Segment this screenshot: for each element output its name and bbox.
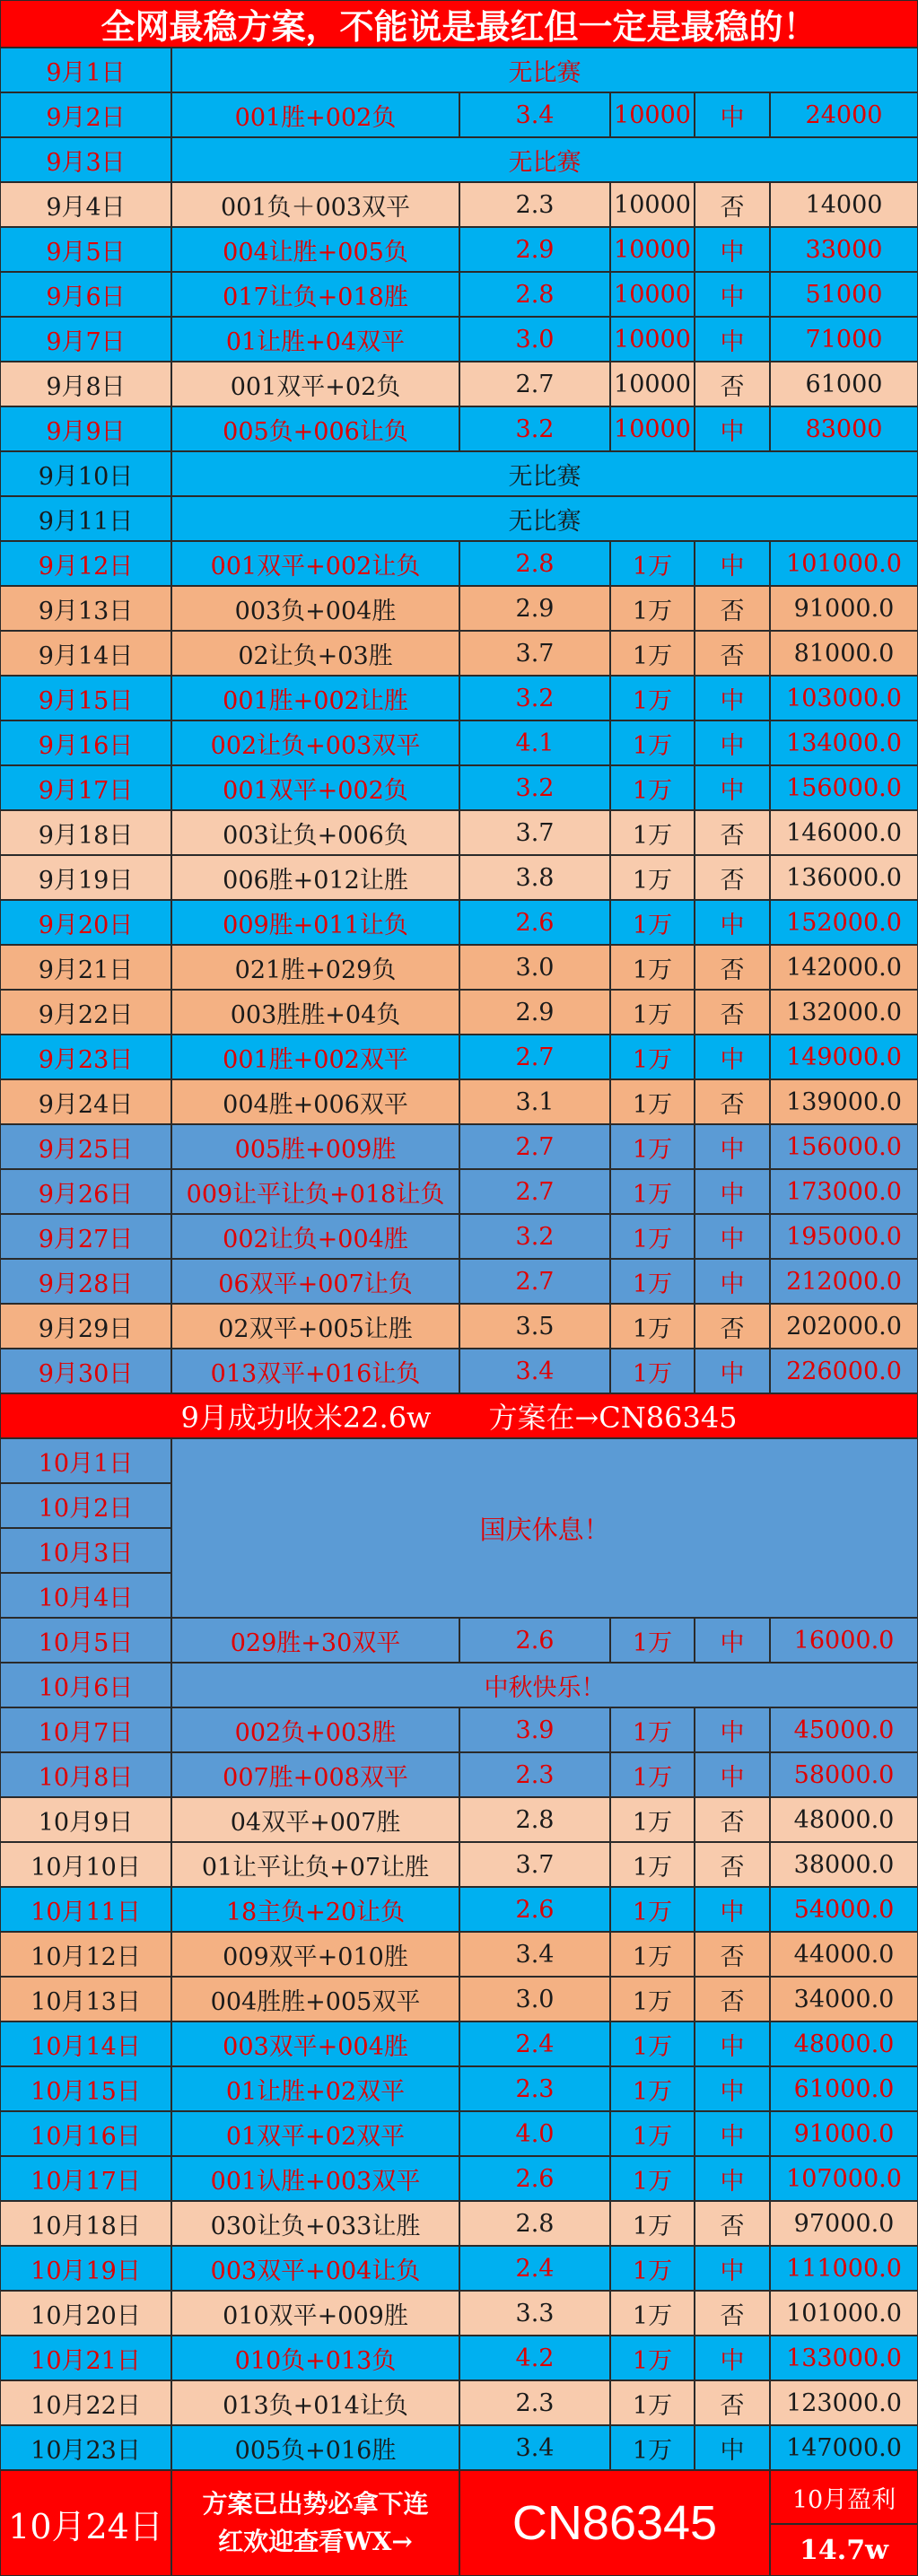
stake-cell: 1万 <box>610 1977 695 2022</box>
stake-cell: 1万 <box>610 855 695 900</box>
stake-cell: 1万 <box>610 945 695 990</box>
date-cell: 10月5日 <box>0 1618 171 1663</box>
date-cell: 9月4日 <box>0 182 171 227</box>
plan-cell: 007胜+008双平 <box>171 1752 459 1797</box>
stake-cell: 1万 <box>610 1214 695 1259</box>
result-cell: 中 <box>695 1214 770 1259</box>
result-cell: 中 <box>695 720 770 765</box>
balance-cell: 61000 <box>770 362 918 406</box>
date-cell: 10月10日 <box>0 1842 171 1887</box>
stake-cell: 1万 <box>610 1932 695 1977</box>
date-cell: 9月2日 <box>0 92 171 137</box>
odds-cell: 3.8 <box>459 855 610 900</box>
plan-cell: 01让胜+02双平 <box>171 2066 459 2111</box>
page-title: 全网最稳方案，不能说是最红但一定是最稳的！ <box>0 0 918 48</box>
date-cell: 10月14日 <box>0 2022 171 2066</box>
plan-cell: 04双平+007胜 <box>171 1797 459 1842</box>
stake-cell: 10000 <box>610 362 695 406</box>
stake-cell: 1万 <box>610 1842 695 1887</box>
note-cell: 中秋快乐！ <box>171 1663 918 1707</box>
balance-cell: 149000.0 <box>770 1035 918 1079</box>
stake-cell: 1万 <box>610 2201 695 2246</box>
result-cell: 中 <box>695 1259 770 1304</box>
plan-cell: 001胜+002双平 <box>171 1035 459 1079</box>
result-cell: 否 <box>695 1932 770 1977</box>
balance-cell: 14000 <box>770 182 918 227</box>
date-cell: 9月13日 <box>0 586 171 631</box>
odds-cell: 2.8 <box>459 272 610 317</box>
stake-cell: 10000 <box>610 182 695 227</box>
date-cell: 10月16日 <box>0 2111 171 2156</box>
plan-cell: 001负＋003双平 <box>171 182 459 227</box>
plan-cell: 01双平+02双平 <box>171 2111 459 2156</box>
date-cell: 9月17日 <box>0 765 171 810</box>
date-cell: 10月1日 <box>0 1438 171 1483</box>
balance-cell: 139000.0 <box>770 1079 918 1124</box>
odds-cell: 2.8 <box>459 2201 610 2246</box>
summary-banner: 9月成功收米22.6w 方案在→CN86345 <box>0 1393 918 1438</box>
note-cell: 无比赛 <box>171 137 918 182</box>
plan-cell: 06双平+007让负 <box>171 1259 459 1304</box>
balance-cell: 111000.0 <box>770 2246 918 2291</box>
plan-cell: 004让胜+005负 <box>171 227 459 272</box>
plan-cell: 013双平+016让负 <box>171 1349 459 1393</box>
date-cell: 9月12日 <box>0 541 171 586</box>
stake-cell: 1万 <box>610 1169 695 1214</box>
stake-cell: 1万 <box>610 676 695 720</box>
plan-cell: 18主负+20让负 <box>171 1887 459 1932</box>
result-cell: 中 <box>695 676 770 720</box>
date-cell: 10月9日 <box>0 1797 171 1842</box>
balance-cell: 202000.0 <box>770 1304 918 1349</box>
date-cell: 9月25日 <box>0 1124 171 1169</box>
plan-cell: 005胜+009胜 <box>171 1124 459 1169</box>
plan-cell: 001认胜+003双平 <box>171 2156 459 2201</box>
balance-cell: 33000 <box>770 227 918 272</box>
date-cell: 9月1日 <box>0 48 171 92</box>
plan-cell: 005负+016胜 <box>171 2425 459 2470</box>
date-cell: 10月8日 <box>0 1752 171 1797</box>
note-cell: 无比赛 <box>171 496 918 541</box>
date-cell: 9月5日 <box>0 227 171 272</box>
stake-cell: 1万 <box>610 810 695 855</box>
odds-cell: 2.7 <box>459 362 610 406</box>
date-cell: 9月18日 <box>0 810 171 855</box>
odds-cell: 3.2 <box>459 406 610 451</box>
plan-cell: 013负+014让负 <box>171 2380 459 2425</box>
date-cell: 9月11日 <box>0 496 171 541</box>
date-cell: 9月29日 <box>0 1304 171 1349</box>
plan-cell: 003负+004胜 <box>171 586 459 631</box>
balance-cell: 81000.0 <box>770 631 918 676</box>
date-cell: 10月15日 <box>0 2066 171 2111</box>
odds-cell: 3.5 <box>459 1304 610 1349</box>
balance-cell: 146000.0 <box>770 810 918 855</box>
footer-message-line2: 红欢迎查看WX→ <box>218 2527 413 2556</box>
date-cell: 9月28日 <box>0 1259 171 1304</box>
result-cell: 中 <box>695 2156 770 2201</box>
result-cell: 中 <box>695 1887 770 1932</box>
stake-cell: 1万 <box>610 1259 695 1304</box>
footer-date: 10月24日 <box>0 2470 171 2576</box>
balance-cell: 107000.0 <box>770 2156 918 2201</box>
odds-cell: 2.8 <box>459 1797 610 1842</box>
result-cell: 中 <box>695 272 770 317</box>
stake-cell: 10000 <box>610 92 695 137</box>
date-cell: 10月19日 <box>0 2246 171 2291</box>
stake-cell: 1万 <box>610 1304 695 1349</box>
date-cell: 9月10日 <box>0 451 171 496</box>
stake-cell: 1万 <box>610 2022 695 2066</box>
stake-cell: 1万 <box>610 541 695 586</box>
odds-cell: 2.9 <box>459 227 610 272</box>
odds-cell: 2.7 <box>459 1169 610 1214</box>
result-cell: 中 <box>695 1035 770 1079</box>
result-cell: 否 <box>695 1797 770 1842</box>
balance-cell: 34000.0 <box>770 1977 918 2022</box>
date-cell: 9月24日 <box>0 1079 171 1124</box>
odds-cell: 2.9 <box>459 990 610 1035</box>
result-cell: 否 <box>695 1977 770 2022</box>
odds-cell: 3.9 <box>459 1707 610 1752</box>
result-cell: 中 <box>695 1752 770 1797</box>
profit-value: 14.7w <box>770 2524 918 2576</box>
balance-cell: 101000.0 <box>770 2291 918 2336</box>
odds-cell: 2.4 <box>459 2246 610 2291</box>
odds-cell: 2.4 <box>459 2022 610 2066</box>
balance-cell: 132000.0 <box>770 990 918 1035</box>
balance-cell: 38000.0 <box>770 1842 918 1887</box>
stake-cell: 1万 <box>610 1035 695 1079</box>
stake-cell: 1万 <box>610 1124 695 1169</box>
result-cell: 中 <box>695 2111 770 2156</box>
footer-message <box>171 2470 459 2576</box>
stake-cell: 1万 <box>610 1797 695 1842</box>
stake-cell: 1万 <box>610 2336 695 2380</box>
result-cell: 中 <box>695 541 770 586</box>
balance-cell: 142000.0 <box>770 945 918 990</box>
odds-cell: 3.4 <box>459 2425 610 2470</box>
stake-cell: 1万 <box>610 1618 695 1663</box>
plan-cell: 002让负+004胜 <box>171 1214 459 1259</box>
date-cell: 9月30日 <box>0 1349 171 1393</box>
result-cell: 否 <box>695 362 770 406</box>
stake-cell: 1万 <box>610 990 695 1035</box>
balance-cell: 173000.0 <box>770 1169 918 1214</box>
balance-cell: 156000.0 <box>770 765 918 810</box>
stake-cell: 1万 <box>610 1887 695 1932</box>
date-cell: 9月21日 <box>0 945 171 990</box>
plan-cell: 006胜+012让胜 <box>171 855 459 900</box>
balance-cell: 61000.0 <box>770 2066 918 2111</box>
note-cell: 无比赛 <box>171 451 918 496</box>
plan-cell: 002负+003胜 <box>171 1707 459 1752</box>
result-cell: 中 <box>695 2066 770 2111</box>
balance-cell: 71000 <box>770 317 918 362</box>
date-cell: 9月6日 <box>0 272 171 317</box>
date-cell: 9月14日 <box>0 631 171 676</box>
stake-cell: 1万 <box>610 1079 695 1124</box>
plan-cell: 010双平+009胜 <box>171 2291 459 2336</box>
odds-cell: 4.1 <box>459 720 610 765</box>
date-cell: 9月27日 <box>0 1214 171 1259</box>
plan-cell: 009双平+010胜 <box>171 1932 459 1977</box>
result-cell: 否 <box>695 631 770 676</box>
result-cell: 否 <box>695 1842 770 1887</box>
odds-cell: 2.7 <box>459 1259 610 1304</box>
date-cell: 10月4日 <box>0 1573 171 1618</box>
odds-cell: 3.0 <box>459 317 610 362</box>
plan-cell: 003胜胜+04负 <box>171 990 459 1035</box>
plan-cell: 005负+006让负 <box>171 406 459 451</box>
odds-cell: 3.4 <box>459 1349 610 1393</box>
date-cell: 9月9日 <box>0 406 171 451</box>
balance-cell: 45000.0 <box>770 1707 918 1752</box>
date-cell: 9月20日 <box>0 900 171 945</box>
plan-cell: 010负+013负 <box>171 2336 459 2380</box>
balance-cell: 44000.0 <box>770 1932 918 1977</box>
plan-cell: 002让负+003双平 <box>171 720 459 765</box>
plan-cell: 004胜+006双平 <box>171 1079 459 1124</box>
date-cell: 9月15日 <box>0 676 171 720</box>
balance-cell: 24000 <box>770 92 918 137</box>
balance-cell: 195000.0 <box>770 1214 918 1259</box>
odds-cell: 2.9 <box>459 586 610 631</box>
balance-cell: 83000 <box>770 406 918 451</box>
date-cell: 10月2日 <box>0 1483 171 1528</box>
stake-cell: 1万 <box>610 2425 695 2470</box>
plan-cell: 009让平让负+018让负 <box>171 1169 459 1214</box>
date-cell: 9月3日 <box>0 137 171 182</box>
stake-cell: 1万 <box>610 2066 695 2111</box>
stake-cell: 10000 <box>610 317 695 362</box>
plan-cell: 001双平+002让负 <box>171 541 459 586</box>
odds-cell: 3.2 <box>459 1214 610 1259</box>
plan-cell: 003让负+006负 <box>171 810 459 855</box>
date-cell: 9月19日 <box>0 855 171 900</box>
date-cell: 10月11日 <box>0 1887 171 1932</box>
odds-cell: 2.3 <box>459 182 610 227</box>
odds-cell: 3.7 <box>459 631 610 676</box>
plan-cell: 029胜+30双平 <box>171 1618 459 1663</box>
stake-cell: 10000 <box>610 272 695 317</box>
balance-cell: 91000.0 <box>770 586 918 631</box>
holiday-note: 国庆休息！ <box>171 1438 918 1618</box>
date-cell: 9月7日 <box>0 317 171 362</box>
balance-cell: 147000.0 <box>770 2425 918 2470</box>
footer-code: CN86345 <box>459 2470 770 2576</box>
date-cell: 10月13日 <box>0 1977 171 2022</box>
odds-cell: 2.7 <box>459 1035 610 1079</box>
stake-cell: 1万 <box>610 765 695 810</box>
odds-cell: 2.6 <box>459 2156 610 2201</box>
result-cell: 否 <box>695 1304 770 1349</box>
odds-cell: 4.0 <box>459 2111 610 2156</box>
result-cell: 中 <box>695 1124 770 1169</box>
date-cell: 10月23日 <box>0 2425 171 2470</box>
plan-cell: 003双平+004让负 <box>171 2246 459 2291</box>
balance-cell: 54000.0 <box>770 1887 918 1932</box>
plan-cell: 001胜+002负 <box>171 92 459 137</box>
result-cell: 中 <box>695 1169 770 1214</box>
result-cell: 中 <box>695 317 770 362</box>
result-cell: 否 <box>695 855 770 900</box>
plan-cell: 01让平让负+07让胜 <box>171 1842 459 1887</box>
odds-cell: 3.0 <box>459 945 610 990</box>
odds-cell: 2.6 <box>459 1618 610 1663</box>
date-cell: 10月22日 <box>0 2380 171 2425</box>
odds-cell: 3.4 <box>459 92 610 137</box>
odds-cell: 2.3 <box>459 2380 610 2425</box>
result-cell: 中 <box>695 406 770 451</box>
result-cell: 否 <box>695 1079 770 1124</box>
note-cell: 无比赛 <box>171 48 918 92</box>
balance-cell: 101000.0 <box>770 541 918 586</box>
footer-message-line1: 方案已出势必拿下连 <box>202 2489 429 2519</box>
date-cell: 9月8日 <box>0 362 171 406</box>
balance-cell: 51000 <box>770 272 918 317</box>
stake-cell: 1万 <box>610 1752 695 1797</box>
plan-cell: 001胜+002让胜 <box>171 676 459 720</box>
plan-cell: 003双平+004胜 <box>171 2022 459 2066</box>
odds-cell: 2.6 <box>459 900 610 945</box>
date-cell: 9月16日 <box>0 720 171 765</box>
stake-cell: 10000 <box>610 406 695 451</box>
stake-cell: 1万 <box>610 900 695 945</box>
balance-cell: 136000.0 <box>770 855 918 900</box>
odds-cell: 2.6 <box>459 1887 610 1932</box>
profit-label: 10月盈利 <box>770 2470 918 2524</box>
stake-cell: 1万 <box>610 2111 695 2156</box>
stake-cell: 1万 <box>610 2291 695 2336</box>
balance-cell: 134000.0 <box>770 720 918 765</box>
stake-cell: 1万 <box>610 2380 695 2425</box>
stake-cell: 1万 <box>610 1707 695 1752</box>
balance-cell: 16000.0 <box>770 1618 918 1663</box>
date-cell: 10月17日 <box>0 2156 171 2201</box>
balance-cell: 226000.0 <box>770 1349 918 1393</box>
result-cell: 中 <box>695 2336 770 2380</box>
plan-cell: 009胜+011让负 <box>171 900 459 945</box>
balance-cell: 152000.0 <box>770 900 918 945</box>
plan-cell: 001双平+002负 <box>171 765 459 810</box>
result-cell: 否 <box>695 2201 770 2246</box>
result-cell: 否 <box>695 182 770 227</box>
result-cell: 中 <box>695 900 770 945</box>
plan-cell: 001双平+02负 <box>171 362 459 406</box>
balance-cell: 58000.0 <box>770 1752 918 1797</box>
date-cell: 9月26日 <box>0 1169 171 1214</box>
stake-cell: 10000 <box>610 227 695 272</box>
plan-cell: 01让胜+04双平 <box>171 317 459 362</box>
odds-cell: 2.3 <box>459 1752 610 1797</box>
date-cell: 9月23日 <box>0 1035 171 1079</box>
balance-cell: 133000.0 <box>770 2336 918 2380</box>
balance-cell: 123000.0 <box>770 2380 918 2425</box>
date-cell: 9月22日 <box>0 990 171 1035</box>
result-cell: 中 <box>695 227 770 272</box>
result-cell: 中 <box>695 1349 770 1393</box>
stake-cell: 1万 <box>610 586 695 631</box>
plan-cell: 030让负+033让胜 <box>171 2201 459 2246</box>
plan-cell: 004胜胜+005双平 <box>171 1977 459 2022</box>
result-cell: 中 <box>695 2022 770 2066</box>
stake-cell: 1万 <box>610 631 695 676</box>
balance-cell: 48000.0 <box>770 1797 918 1842</box>
stake-cell: 1万 <box>610 2156 695 2201</box>
plan-cell: 021胜+029负 <box>171 945 459 990</box>
result-cell: 中 <box>695 765 770 810</box>
plan-cell: 02让负+03胜 <box>171 631 459 676</box>
stake-cell: 1万 <box>610 2246 695 2291</box>
odds-cell: 2.3 <box>459 2066 610 2111</box>
date-cell: 10月21日 <box>0 2336 171 2380</box>
odds-cell: 3.0 <box>459 1977 610 2022</box>
odds-cell: 2.7 <box>459 1124 610 1169</box>
odds-cell: 2.8 <box>459 541 610 586</box>
plan-cell: 017让负+018胜 <box>171 272 459 317</box>
odds-cell: 3.2 <box>459 765 610 810</box>
date-cell: 10月20日 <box>0 2291 171 2336</box>
result-cell: 中 <box>695 1618 770 1663</box>
result-cell: 中 <box>695 2246 770 2291</box>
date-cell: 10月7日 <box>0 1707 171 1752</box>
odds-cell: 3.1 <box>459 1079 610 1124</box>
odds-cell: 3.3 <box>459 2291 610 2336</box>
balance-cell: 91000.0 <box>770 2111 918 2156</box>
date-cell: 10月3日 <box>0 1528 171 1573</box>
date-cell: 10月18日 <box>0 2201 171 2246</box>
balance-cell: 48000.0 <box>770 2022 918 2066</box>
balance-cell: 156000.0 <box>770 1124 918 1169</box>
balance-cell: 103000.0 <box>770 676 918 720</box>
odds-cell: 4.2 <box>459 2336 610 2380</box>
odds-cell: 3.4 <box>459 1932 610 1977</box>
balance-cell: 212000.0 <box>770 1259 918 1304</box>
plan-cell: 02双平+005让胜 <box>171 1304 459 1349</box>
result-cell: 中 <box>695 92 770 137</box>
odds-cell: 3.7 <box>459 810 610 855</box>
date-cell: 10月6日 <box>0 1663 171 1707</box>
result-cell: 否 <box>695 810 770 855</box>
result-cell: 否 <box>695 586 770 631</box>
stake-cell: 1万 <box>610 720 695 765</box>
result-cell: 否 <box>695 2380 770 2425</box>
date-cell: 10月12日 <box>0 1932 171 1977</box>
result-cell: 否 <box>695 945 770 990</box>
odds-cell: 3.2 <box>459 676 610 720</box>
result-cell: 否 <box>695 990 770 1035</box>
odds-cell: 3.7 <box>459 1842 610 1887</box>
result-cell: 否 <box>695 2291 770 2336</box>
balance-cell: 97000.0 <box>770 2201 918 2246</box>
stake-cell: 1万 <box>610 1349 695 1393</box>
result-cell: 中 <box>695 1707 770 1752</box>
result-cell: 中 <box>695 2425 770 2470</box>
